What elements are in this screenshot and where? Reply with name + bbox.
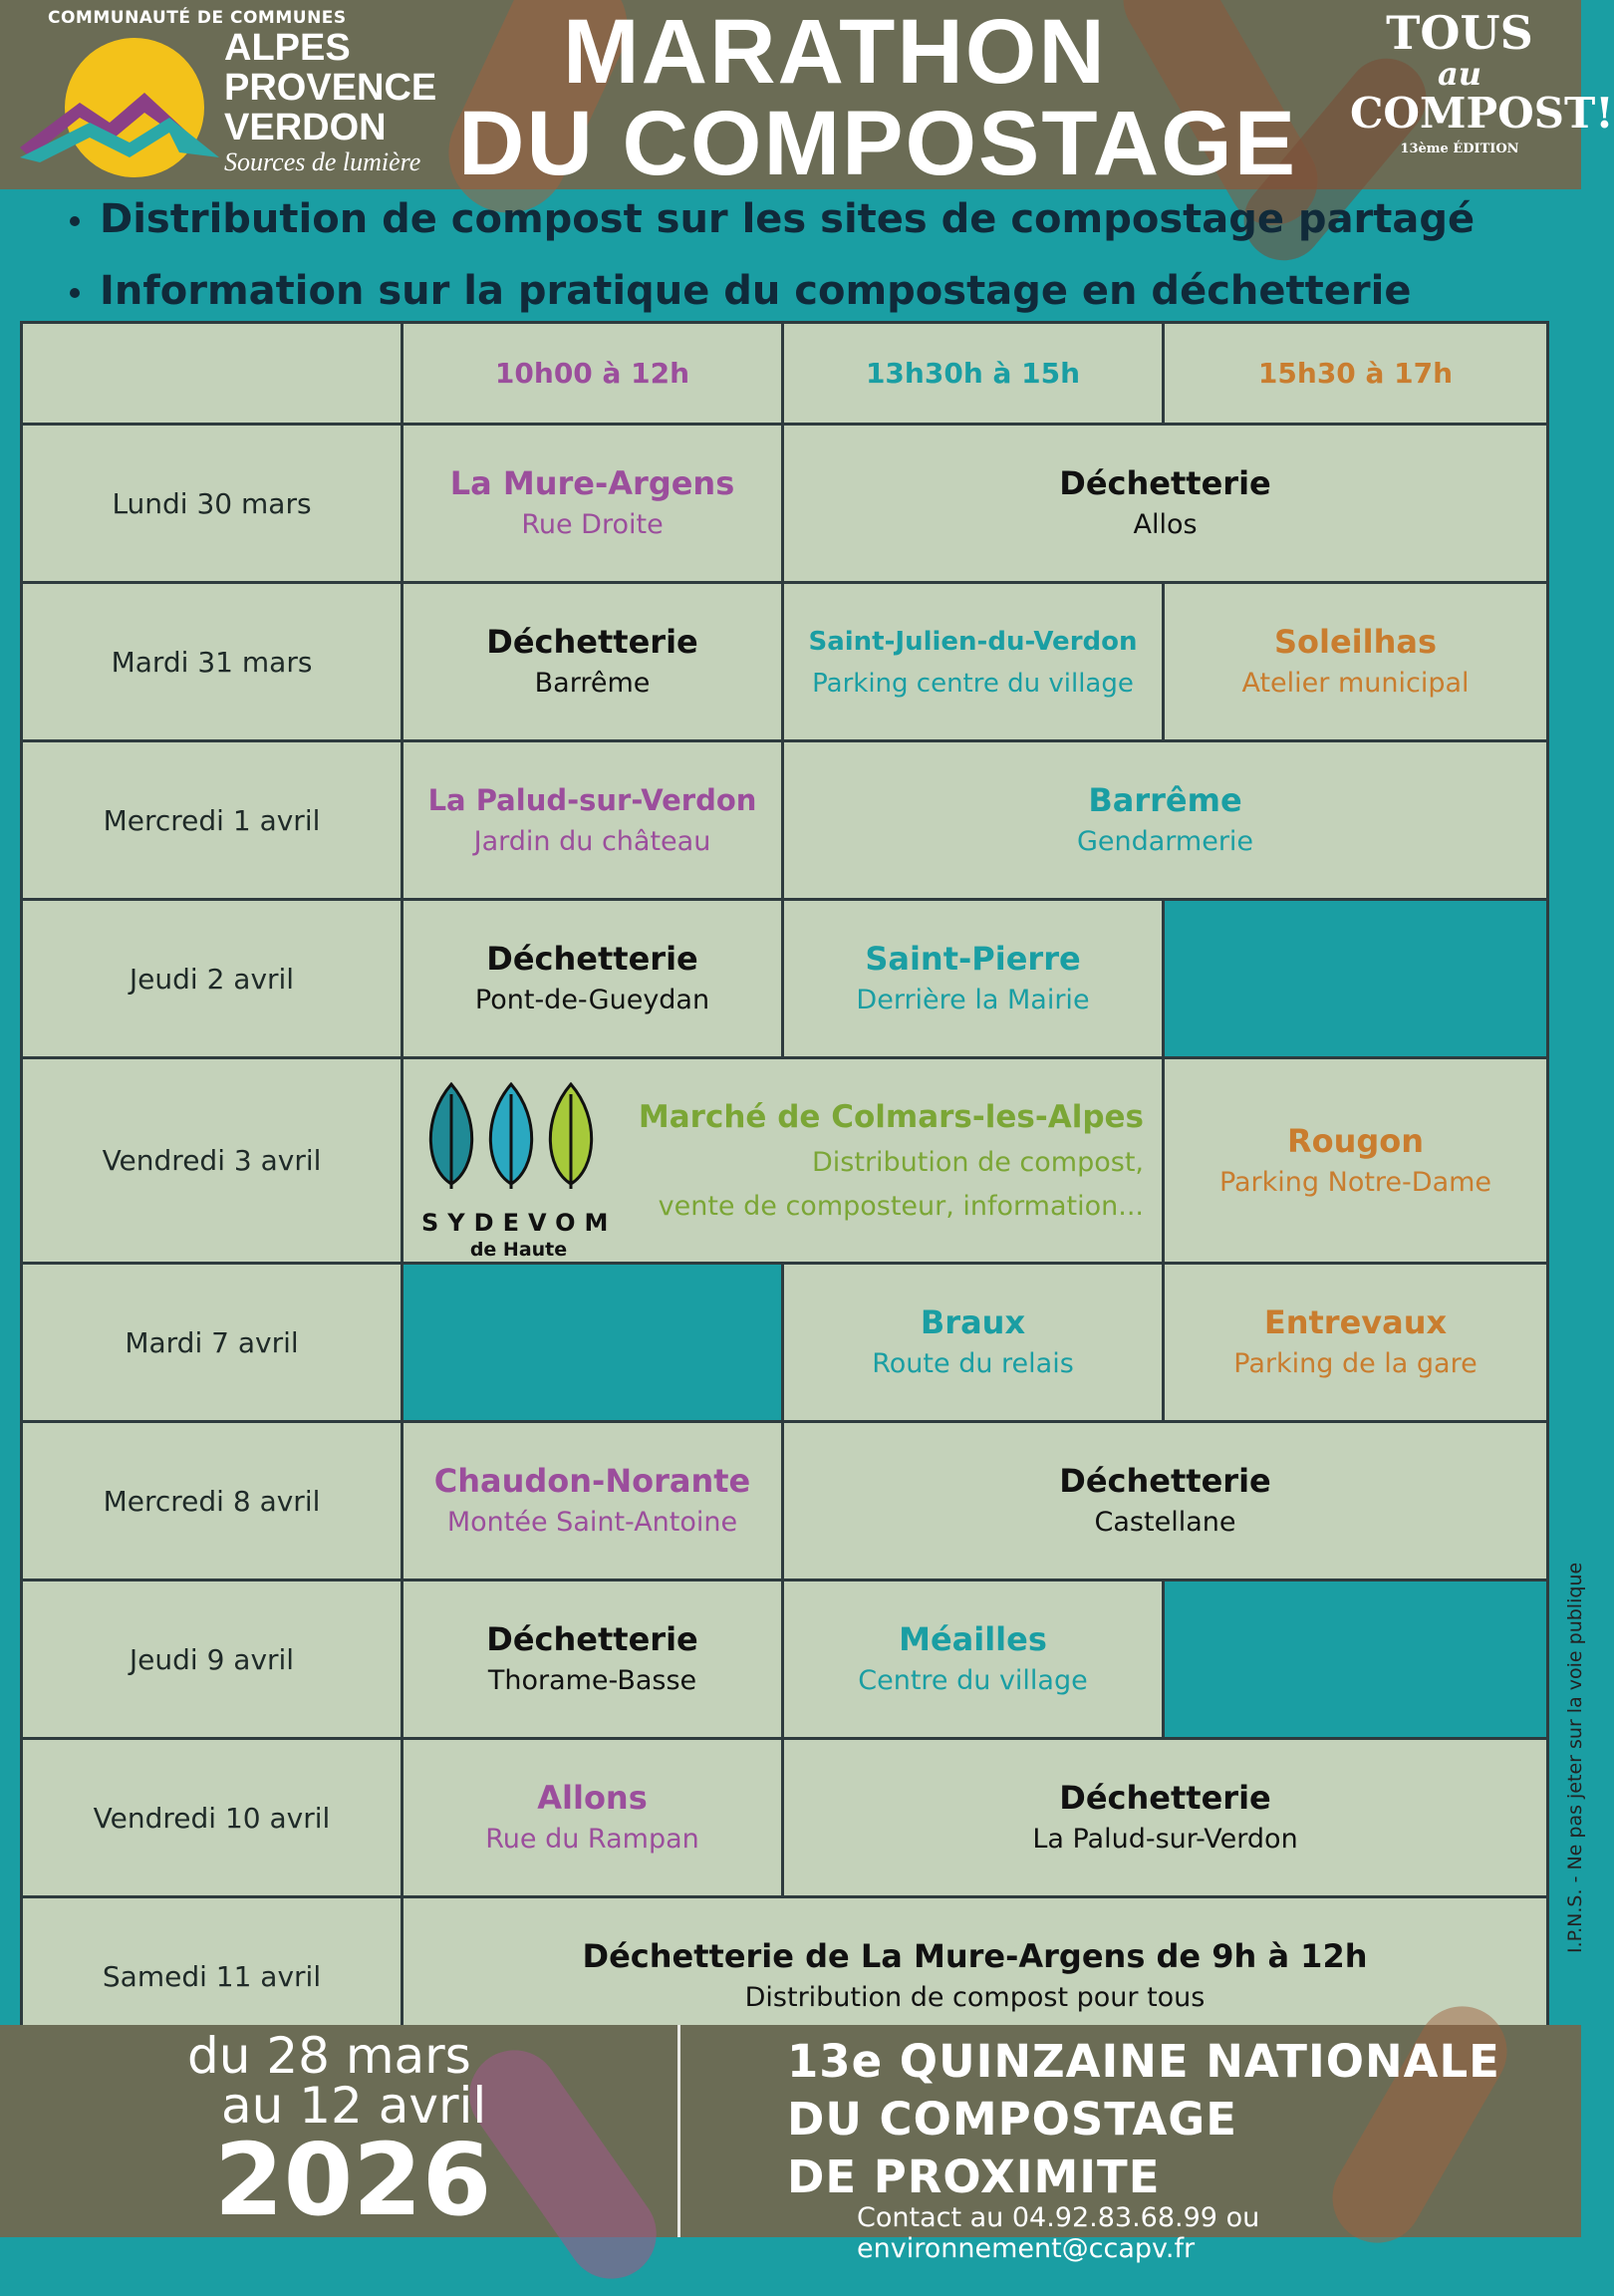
- badge-edition: 13ème ÉDITION: [1400, 142, 1519, 156]
- title-line2: DU COMPOSTAGE: [458, 93, 1298, 194]
- schedule-entry: [401, 581, 784, 742]
- ipns-text: I.P.N.S. - Ne pas jeter sur la voie publique: [1564, 1562, 1586, 1953]
- quinzaine-line2: DU COMPOSTAGE: [787, 2093, 1237, 2146]
- entry-title: Déchetterie de La Mure-Argens de 9h à 12h: [582, 1937, 1368, 1975]
- schedule-entry: [781, 1420, 1549, 1581]
- date-line1: du 28 mars: [187, 2027, 471, 2085]
- entry-location: Pont-de-Gueydan: [474, 985, 710, 1015]
- entry-location: Rue du Rampan: [485, 1824, 699, 1855]
- year: 2026: [214, 2122, 492, 2238]
- entry-location: Centre du village: [858, 1665, 1088, 1696]
- entry-title: Déchetterie: [1059, 1462, 1271, 1500]
- sydevom-name: SYDEVOM: [421, 1209, 618, 1237]
- day-cell: Samedi 11 avril: [20, 1895, 404, 2057]
- entry-description: Distribution de compost pour tous: [744, 1982, 1206, 2013]
- quinzaine-line1: 13e QUINZAINE NATIONALE: [787, 2035, 1500, 2088]
- event-badge: [1350, 6, 1614, 177]
- day-cell: Vendredi 3 avril: [20, 1056, 404, 1265]
- badge-line2: au: [1438, 55, 1481, 93]
- bullet-dot-icon: [70, 216, 80, 226]
- time-slot-header: 13h30h à 15h: [781, 321, 1165, 426]
- day-cell: Mardi 31 mars: [20, 581, 404, 742]
- entry-location: Parking Notre-Dame: [1218, 1166, 1492, 1198]
- schedule-entry: [781, 739, 1549, 901]
- entry-location: Atelier municipal: [1241, 668, 1470, 699]
- header-corner-cell: [20, 321, 404, 426]
- entry-title: Déchetterie: [486, 1620, 698, 1658]
- bullet-text: Distribution de compost sur les sites de compostage partagé: [100, 196, 1476, 242]
- entry-location: Allos: [1133, 509, 1198, 540]
- sydevom-logo: [411, 1079, 616, 1259]
- intro-bullets: [70, 189, 1544, 333]
- bullet-item: [70, 189, 1544, 261]
- entry-location: Montée Saint-Antoine: [446, 1507, 738, 1538]
- day-cell: Mercredi 8 avril: [20, 1420, 404, 1581]
- entry-title: La Palud-sur-Verdon: [427, 783, 757, 817]
- footer-banner: [0, 2025, 1581, 2264]
- entry-title: Chaudon-Norante: [433, 1462, 751, 1500]
- contact-info: Contact au 04.92.83.68.99 ou environnement@ccapv.fr: [857, 2202, 1260, 2264]
- entry-location: Parking de la gare: [1233, 1348, 1478, 1379]
- entry-title: Allons: [537, 1779, 648, 1817]
- schedule-entry: [401, 423, 784, 584]
- org-name-line1: ALPES: [224, 27, 351, 69]
- schedule-entry: [781, 1737, 1549, 1898]
- entry-location: Parking centre du village: [812, 669, 1134, 699]
- org-small-label: COMMUNAUTÉ DE COMMUNES: [48, 8, 347, 28]
- time-slot-header: 15h30 à 17h: [1162, 321, 1549, 426]
- entry-title: Marché de Colmars-les-Alpes: [638, 1098, 1144, 1135]
- time-slot-header: 10h00 à 12h: [401, 321, 784, 426]
- bullet-dot-icon: [70, 288, 80, 298]
- entry-location: Thorame-Basse: [487, 1665, 697, 1696]
- schedule-entry: [401, 1578, 784, 1740]
- quinzaine-line3: DE PROXIMITE: [787, 2151, 1161, 2203]
- empty-slot: [401, 1262, 784, 1423]
- leaf-icon: [411, 1079, 611, 1194]
- entry-location: Jardin du château: [473, 826, 711, 857]
- entry-location: La Palud-sur-Verdon: [1032, 1824, 1298, 1855]
- schedule-entry: [781, 898, 1165, 1059]
- entry-title: Braux: [920, 1303, 1026, 1341]
- schedule-entry: [1162, 1262, 1549, 1423]
- entry-location: Rue Droite: [521, 509, 664, 540]
- footer-divider: [677, 2025, 680, 2237]
- schedule-entry: [1162, 1056, 1549, 1265]
- schedule-entry: [781, 581, 1165, 742]
- entry-description: Distribution de compost,: [812, 1146, 1144, 1178]
- schedule-entry: [781, 1578, 1165, 1740]
- entry-title: Saint-Julien-du-Verdon: [808, 627, 1138, 657]
- empty-slot: [1162, 898, 1549, 1059]
- schedule-entry: [401, 1420, 784, 1581]
- entry-title: Déchetterie: [1059, 1779, 1271, 1817]
- day-cell: Mardi 7 avril: [20, 1262, 404, 1423]
- entry-title: Déchetterie: [486, 623, 698, 661]
- bullet-text: Information sur la pratique du compostage en déchetterie: [100, 268, 1412, 314]
- org-logo: [20, 8, 458, 182]
- day-cell: Vendredi 10 avril: [20, 1737, 404, 1898]
- entry-location: Route du relais: [872, 1348, 1074, 1379]
- title-line1: MARATHON: [563, 1, 1107, 103]
- schedule-entry: [401, 1056, 1165, 1265]
- schedule-entry: [401, 898, 784, 1059]
- badge-line3: COMPOST!: [1350, 89, 1614, 138]
- empty-slot: [1162, 1578, 1549, 1740]
- org-tagline: Sources de lumière: [224, 147, 421, 176]
- entry-title: La Mure-Argens: [449, 464, 735, 502]
- schedule-entry: [781, 1262, 1165, 1423]
- entry-title: Rougon: [1286, 1121, 1425, 1160]
- entry-description: vente de composteur, information...: [658, 1190, 1144, 1222]
- org-name-line3: VERDON: [224, 107, 387, 148]
- entry-title: Déchetterie: [486, 940, 698, 978]
- entry-location: Castellane: [1094, 1507, 1236, 1538]
- day-cell: Lundi 30 mars: [20, 423, 404, 584]
- day-cell: Jeudi 2 avril: [20, 898, 404, 1059]
- schedule-entry: [781, 423, 1549, 584]
- day-cell: Mercredi 1 avril: [20, 739, 404, 901]
- schedule-entry: [1162, 581, 1549, 742]
- schedule-table: [20, 321, 1549, 2025]
- entry-title: Déchetterie: [1059, 464, 1271, 502]
- entry-location: Derrière la Mairie: [856, 985, 1090, 1015]
- schedule-entry: [401, 739, 784, 901]
- sydevom-subtitle: de Haute: [469, 1239, 568, 1261]
- header-banner: [0, 0, 1614, 194]
- entry-title: Entrevaux: [1263, 1303, 1448, 1341]
- entry-location: Gendarmerie: [1076, 826, 1254, 857]
- org-name-line2: PROVENCE: [224, 67, 437, 109]
- ipns-notice: [1564, 1515, 1594, 1953]
- mountain-icon: [20, 63, 219, 162]
- schedule-entry: [401, 1737, 784, 1898]
- date-line2: au 12 avril: [221, 2077, 487, 2135]
- entry-title: Saint-Pierre: [865, 940, 1081, 978]
- entry-location: Barrême: [534, 668, 651, 699]
- entry-title: Méailles: [899, 1620, 1047, 1658]
- badge-line1: TOUS: [1386, 6, 1533, 60]
- entry-title: Barrême: [1088, 781, 1242, 819]
- day-cell: Jeudi 9 avril: [20, 1578, 404, 1740]
- entry-title: Soleilhas: [1273, 623, 1438, 661]
